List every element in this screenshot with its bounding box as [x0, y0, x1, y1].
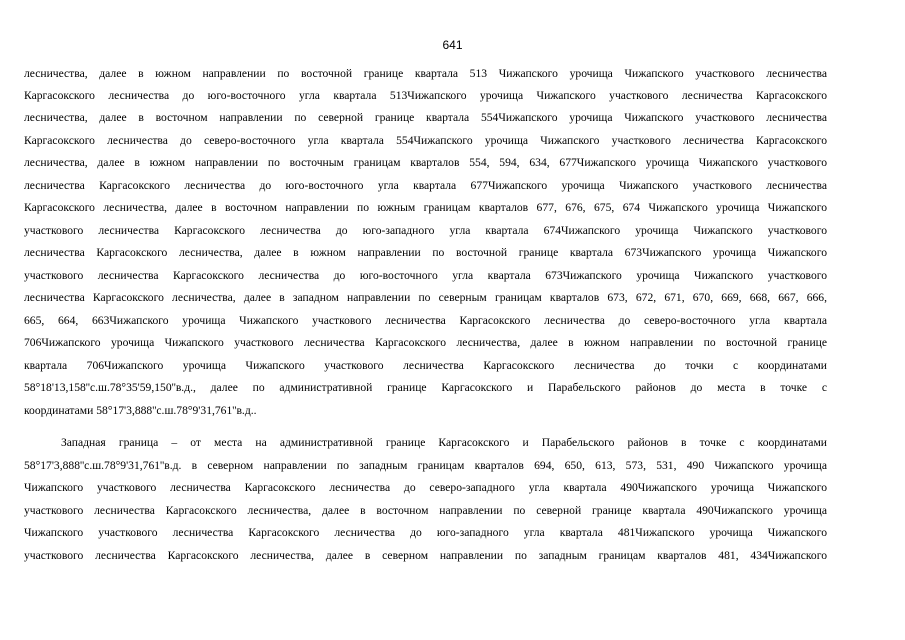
text-line: лесничества, далее в южном направлении по восточным границам кварталов 554, 594, 634, 677Чижапского урочища Чижапского участкового — [24, 156, 827, 169]
text-line: координатами 58°17'3,888''с.ш.78°9'31,761''в.д.. — [24, 404, 257, 417]
text-line: 665, 664, 663Чижапского урочища Чижапского участкового лесничества Каргасокского лесничества до северо-восточного угла квартала — [24, 314, 827, 327]
text-line: лесничества, далее в восточном направлении по северной границе квартала 554Чижапского урочища Чижапского участкового лесничества — [24, 111, 827, 124]
text-line: 58°18'13,158''с.ш.78°35'59,150''в.д., далее по административной границе Каргасокского и Парабельского районов до места в точке с — [24, 381, 827, 394]
text-line: Чижапского участкового лесничества Каргасокского лесничества до северо-западного угла квартала 490Чижапского урочища Чижапского — [24, 481, 827, 494]
text-line: Каргасокского лесничества до юго-восточного угла квартала 513Чижапского урочища Чижапского участкового лесничества Каргасокского — [24, 89, 827, 102]
text-line: квартала 706Чижапского урочища Чижапского участкового лесничества Каргасокского лесничества до точки с координатами — [24, 359, 827, 372]
text-line: 706Чижапского урочища Чижапского участкового лесничества Каргасокского лесничества, далее в южном направлении по восточной границе — [24, 336, 827, 349]
text-line: лесничества Каргасокского лесничества, далее в западном направлении по северным границам кварталов 673, 672, 671, 670, 669, 668, 667, 666, — [24, 291, 827, 304]
text-line: Западная граница – от места на административной границе Каргасокского и Парабельского районов в точке с координатами — [61, 436, 827, 449]
text-line: участкового лесничества Каргасокского лесничества до юго-восточного угла квартала 673Чижапского урочища Чижапского участкового — [24, 269, 827, 282]
text-line: участкового лесничества Каргасокского лесничества, далее в восточном направлении по северной границе квартала 490Чижапского урочища — [24, 504, 827, 517]
page-number: 641 — [442, 38, 463, 52]
text-line: участкового лесничества Каргасокского лесничества до юго-западного угла квартала 674Чижапского урочища Чижапского участкового — [24, 224, 827, 237]
text-line: 58°17'3,888''с.ш.78°9'31,761''в.д. в северном направлении по западным границам кварталов 694, 650, 613, 573, 531, 490 Чижапского урочища — [24, 459, 827, 472]
text-line: Каргасокского лесничества до северо-восточного угла квартала 554Чижапского урочища Чижапского участкового лесничества Каргасокского — [24, 134, 827, 147]
text-line: Каргасокского лесничества, далее в восточном направлении по южным границам кварталов 677, 676, 675, 674 Чижапского урочища Чижапского — [24, 201, 827, 214]
text-line: лесничества, далее в южном направлении по восточной границе квартала 513 Чижапского урочища Чижапского участкового лесничества — [24, 67, 827, 80]
text-line: Чижапского участкового лесничества Каргасокского лесничества до юго-западного угла квартала 481Чижапского урочища Чижапского — [24, 526, 827, 539]
text-line: участкового лесничества Каргасокского лесничества, далее в северном направлении по западным границам кварталов 481, 434Чижапского — [24, 549, 827, 562]
text-line: лесничества Каргасокского лесничества до юго-восточного угла квартала 677Чижапского урочища Чижапского участкового лесничества — [24, 179, 827, 192]
text-line: лесничества Каргасокского лесничества, далее в южном направлении по восточной границе квартала 673Чижапского урочища Чижапского — [24, 246, 827, 259]
